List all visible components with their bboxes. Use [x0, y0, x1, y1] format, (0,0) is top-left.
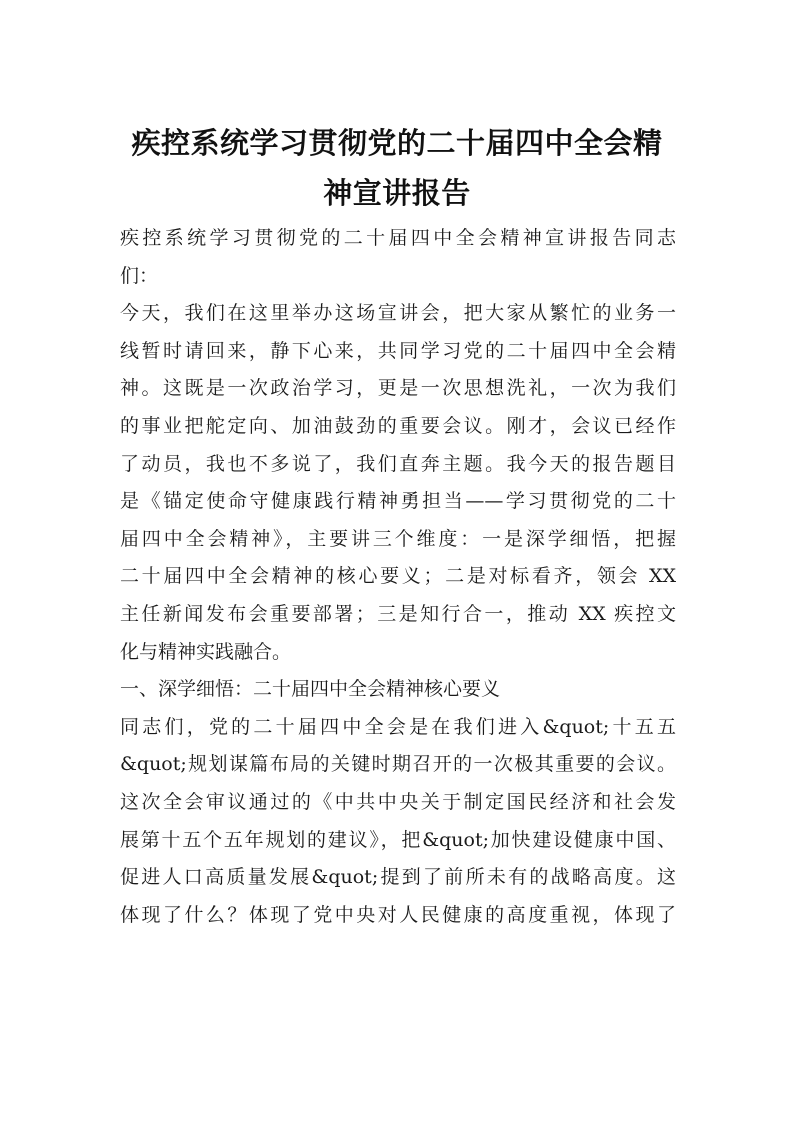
- text-line: 一、深学细悟：二十届四中全会精神核心要义: [120, 678, 501, 701]
- text-line: 们：: [120, 264, 159, 287]
- title-line: 疾控系统学习贯彻党的二十届四中全会精: [131, 126, 663, 160]
- text-line: 线暂时请回来，静下心来，共同学习党的二十届四中全会精: [120, 339, 676, 362]
- document-body: [120, 220, 676, 934]
- text-line: 今天，我们在这里举办这场宣讲会，把大家从繁忙的业务一: [120, 302, 676, 325]
- paragraph-section-1: [120, 709, 676, 935]
- text-line: 展第十五个五年规划的建议》，把&quot;加快建设健康中国、: [120, 828, 676, 851]
- text-line: 的事业把舵定向、加油鼓劲的重要会议。刚才，会议已经作: [120, 414, 676, 437]
- text-line: 同志们，党的二十届四中全会是在我们进入&quot;十五五: [120, 715, 676, 738]
- text-line: 届四中全会精神》，主要讲三个维度：一是深学细悟，把握: [120, 527, 676, 550]
- document-title: [118, 118, 676, 218]
- text-line: 是《锚定使命守健康践行精神勇担当——学习贯彻党的二十: [120, 490, 676, 513]
- text-line: 这次全会审议通过的《中共中央关于制定国民经济和社会发: [120, 790, 676, 813]
- text-line: 体现了什么？体现了党中央对人民健康的高度重视，体现了: [120, 903, 676, 926]
- text-line: 二十届四中全会精神的核心要义；二是对标看齐，领会 XX: [120, 565, 676, 588]
- text-line: 神。这既是一次政治学习，更是一次思想洗礼，一次为我们: [120, 377, 676, 400]
- text-line: &quot;规划谋篇布局的关键时期召开的一次极其重要的会议。: [120, 753, 676, 776]
- title-line: 神宣讲报告: [323, 176, 471, 210]
- section-heading-1: [120, 671, 676, 709]
- paragraph-greeting: [120, 220, 676, 295]
- text-line: 促进人口高质量发展&quot;提到了前所未有的战略高度。这: [120, 866, 676, 889]
- text-line: 化与精神实践融合。: [120, 640, 292, 663]
- text-line: 疾控系统学习贯彻党的二十届四中全会精神宣讲报告同志: [120, 227, 676, 249]
- paragraph-intro: [120, 295, 676, 671]
- text-line: 主任新闻发布会重要部署；三是知行合一，推动 XX 疾控文: [120, 602, 676, 625]
- text-line: 了动员，我也不多说了，我们直奔主题。我今天的报告题目: [120, 452, 676, 475]
